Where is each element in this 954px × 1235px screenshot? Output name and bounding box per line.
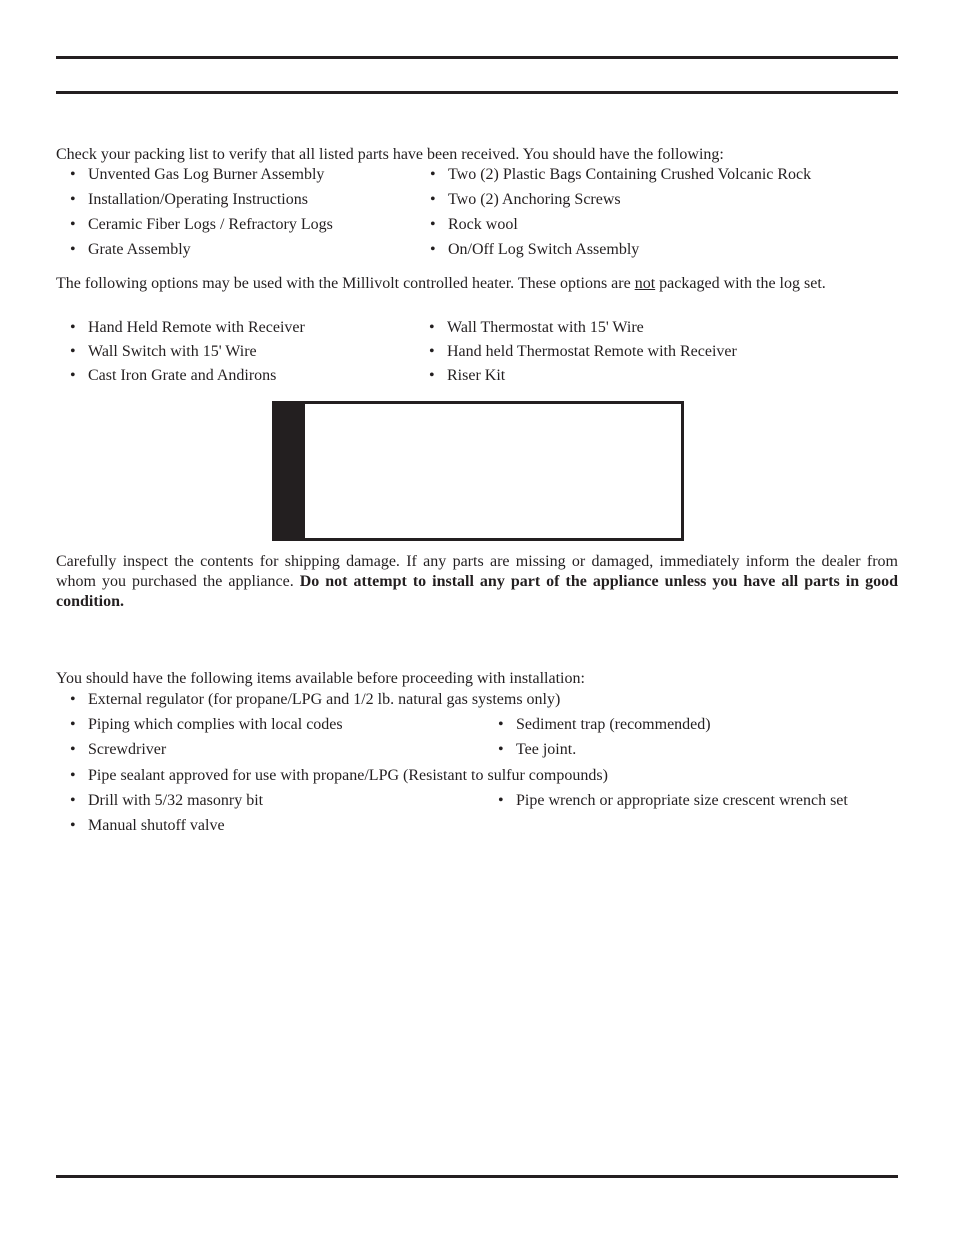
list-item: • Wall Switch with 15' Wire <box>70 343 257 360</box>
list-item: • Manual shutoff valve <box>70 817 225 834</box>
header-rule-bottom <box>56 91 898 94</box>
list-item: • Installation/Operating Instructions <box>70 191 308 208</box>
notice-box-bar <box>275 404 305 538</box>
list-item: • Riser Kit <box>429 367 506 384</box>
emphasis-not: not <box>634 275 656 292</box>
notice-box <box>272 401 684 541</box>
list-item: • On/Off Log Switch Assembly <box>430 241 640 258</box>
list-item: • Screwdriver <box>70 741 167 758</box>
list-item: • Two (2) Anchoring Screws <box>430 191 621 208</box>
inspection-paragraph: Carefully inspect the contents for shipping damage. If any parts are missing or damaged, immediately inform the dealer from whom you purchased the appliance. Do not attempt to install any part of the appliance unless you have all parts in good condition. <box>56 553 899 610</box>
list-item: • Tee joint. <box>498 741 577 758</box>
list-item: • Unvented Gas Log Burner Assembly <box>70 166 325 183</box>
footer-rule <box>56 1175 898 1178</box>
parts-check-intro: Check your packing list to verify that all listed parts have been received. You should have the following: <box>56 146 724 163</box>
list-item: • Cast Iron Grate and Andirons <box>70 367 277 384</box>
header-rule-top <box>56 56 898 59</box>
list-item: • Piping which complies with local codes <box>70 716 343 733</box>
list-item: • Rock wool <box>430 216 518 233</box>
list-item: • External regulator (for propane/LPG and 1/2 lb. natural gas systems only) <box>70 691 561 708</box>
options-intro: The following options may be used with the Millivolt controlled heater. These options are not packaged with the log set. <box>56 275 826 292</box>
list-item: • Wall Thermostat with 15' Wire <box>429 319 644 336</box>
inspection-warning: Do not attempt to install any part of the appliance unless you have all parts in good condition. <box>56 573 899 610</box>
list-item: • Pipe wrench or appropriate size crescent wrench set <box>498 792 848 809</box>
list-item: • Grate Assembly <box>70 241 191 258</box>
list-item: • Sediment trap (recommended) <box>498 716 711 733</box>
list-item: • Pipe sealant approved for use with propane/LPG (Resistant to sulfur compounds) <box>70 767 608 784</box>
list-item: • Ceramic Fiber Logs / Refractory Logs <box>70 216 333 233</box>
list-item: • Two (2) Plastic Bags Containing Crushed Volcanic Rock <box>430 166 812 183</box>
list-item: • Drill with 5/32 masonry bit <box>70 792 264 809</box>
tools-intro: You should have the following items available before proceeding with installation: <box>56 670 585 687</box>
list-item: • Hand held Thermostat Remote with Receiver <box>429 343 737 360</box>
list-item: • Hand Held Remote with Receiver <box>70 319 305 336</box>
